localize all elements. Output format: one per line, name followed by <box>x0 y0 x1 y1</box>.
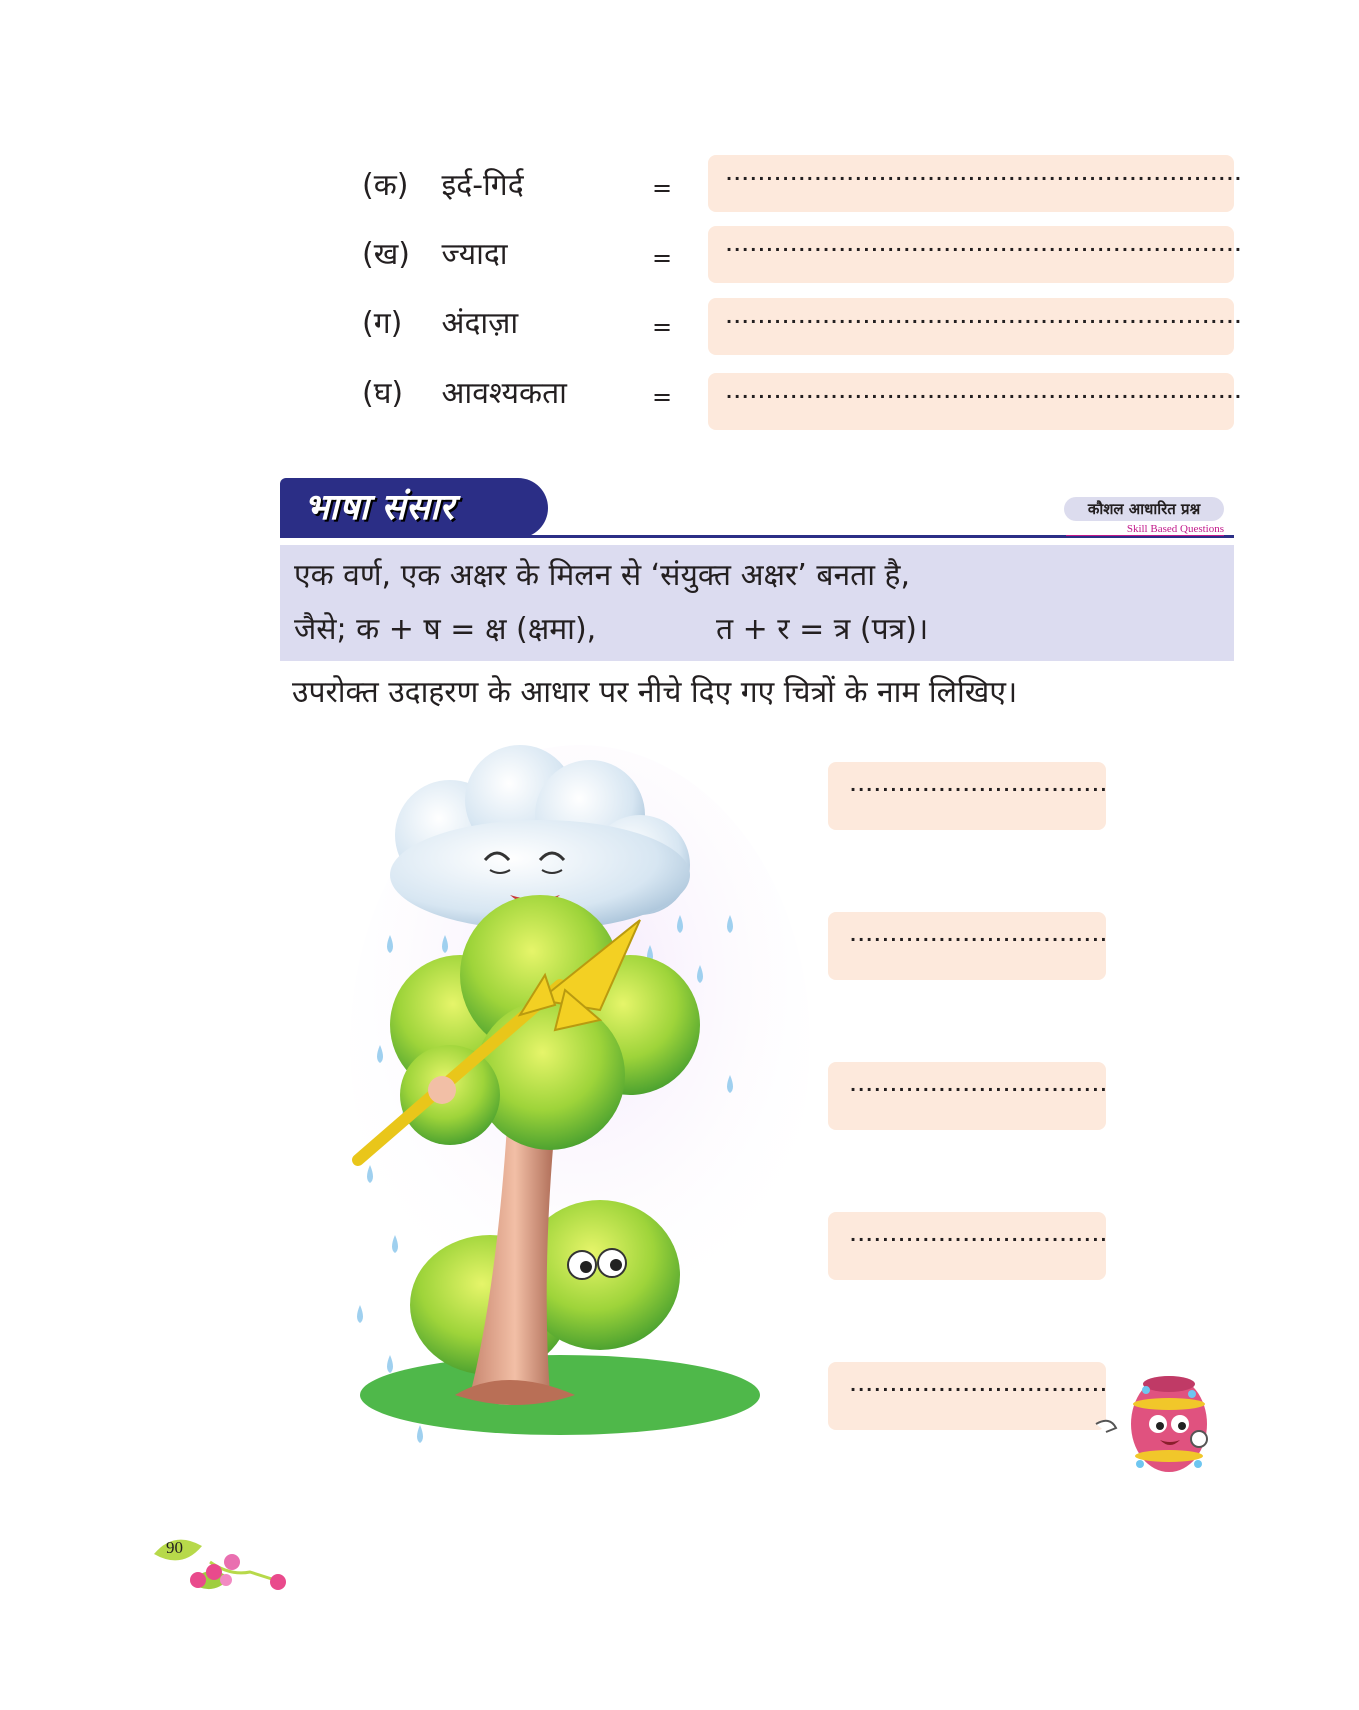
section-title: भाषा संसार <box>280 478 548 538</box>
answer-dots: ................................................................ <box>726 165 1243 184</box>
answer-field[interactable] <box>708 373 1243 430</box>
question-label: (क) <box>362 168 409 203</box>
question-label: (घ) <box>362 376 404 411</box>
skill-badge: कौशल आधारित प्रश्न <box>1064 497 1224 521</box>
answer-dots: ................................................................ <box>726 383 1243 402</box>
name-answer-field-3[interactable] <box>828 1062 1109 1130</box>
info-box <box>280 545 1234 661</box>
equals-sign: = <box>652 244 673 272</box>
answer-field[interactable] <box>708 226 1243 283</box>
question-label: (ग) <box>362 306 403 341</box>
question-word: ज्यादा <box>441 237 508 272</box>
info-line-1: एक वर्ण, एक अक्षर के मिलन से ‘संयुक्त अक्षर’ बनता है, <box>294 558 910 593</box>
name-answer-field-2[interactable] <box>828 912 1109 980</box>
name-answer-field-1[interactable] <box>828 762 1109 830</box>
info-line-2a: जैसे; क + ष = क्ष (क्षमा), <box>294 612 597 647</box>
answer-dots: ................................................................ <box>726 308 1243 327</box>
pot-mascot-icon <box>1094 1364 1224 1494</box>
page-number: 90 <box>166 1538 183 1557</box>
answer-field[interactable] <box>708 155 1243 212</box>
answer-dots: ................................ <box>850 776 1109 795</box>
equals-sign: = <box>652 174 673 202</box>
equals-sign: = <box>652 383 673 411</box>
equals-sign: = <box>652 313 673 341</box>
info-line-2b: त + र = त्र (पत्र)। <box>716 612 929 647</box>
skill-badge-english: Skill Based Questions <box>1066 523 1224 536</box>
answer-dots: ................................ <box>850 1376 1109 1395</box>
answer-dots: ................................ <box>850 1076 1109 1095</box>
question-label: (ख) <box>362 237 410 272</box>
answer-dots: ................................................................ <box>726 236 1243 255</box>
answer-field[interactable] <box>708 298 1243 355</box>
name-answer-field-5[interactable] <box>828 1362 1109 1430</box>
question-word: आवश्यकता <box>441 376 567 411</box>
question-word: अंदाज़ा <box>441 306 519 341</box>
instruction-text: उपरोक्त उदाहरण के आधार पर नीचे दिए गए चित्रों के नाम लिखिए। <box>292 675 1018 710</box>
question-word: इर्द-गिर्द <box>441 168 524 203</box>
hand <box>428 1076 456 1104</box>
rain-tree-illustration <box>350 745 820 1525</box>
answer-dots: ................................ <box>850 1226 1109 1245</box>
answer-dots: ................................ <box>850 926 1109 945</box>
name-answer-field-4[interactable] <box>828 1212 1109 1280</box>
